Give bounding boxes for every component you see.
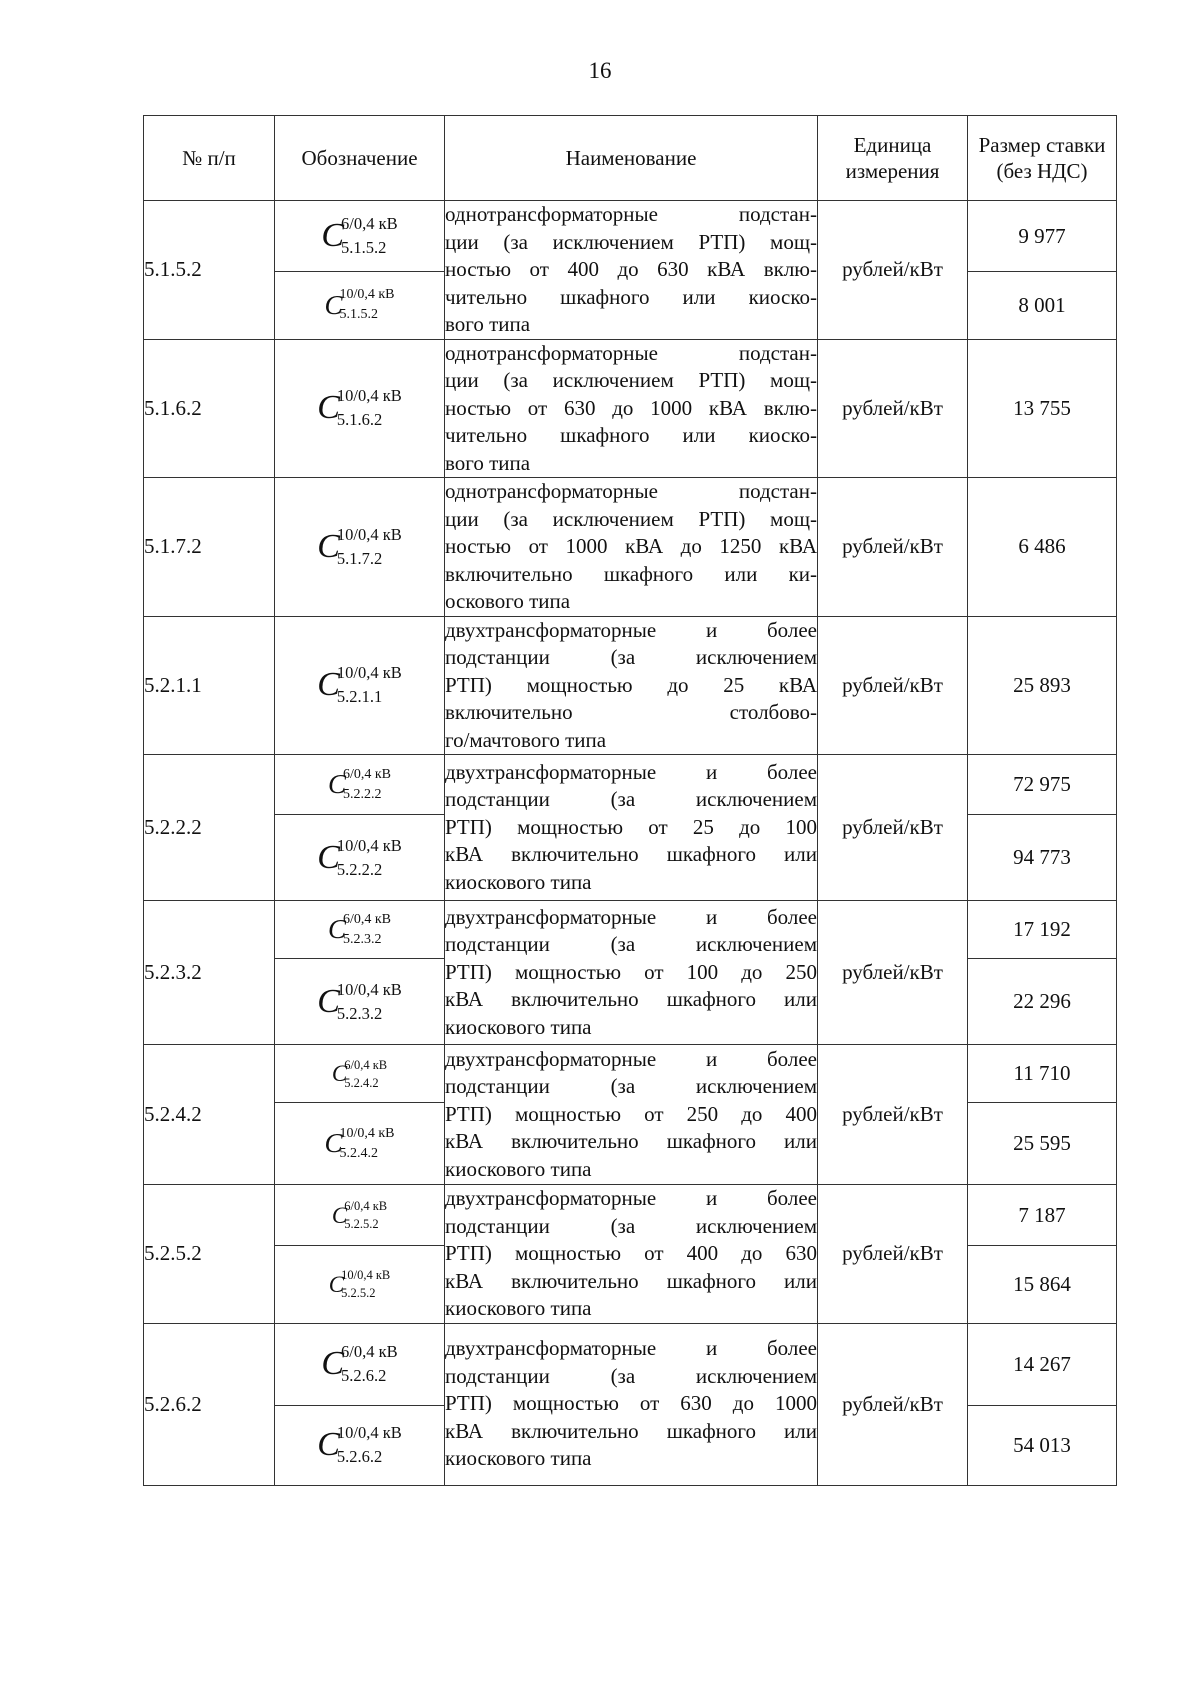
rate-symbol xyxy=(317,663,402,707)
symbol-cell xyxy=(275,1185,445,1246)
symbol-subscript: 5.1.5.2 xyxy=(339,307,378,323)
rate-value: 94 773 xyxy=(968,815,1117,901)
row-name xyxy=(445,478,818,617)
symbol-subscript: 5.2.2.2 xyxy=(336,859,383,879)
rate-symbol xyxy=(324,1126,394,1162)
row-unit: рублей/кВт xyxy=(818,616,968,755)
symbol-base: C xyxy=(324,289,343,320)
rate-value: 15 864 xyxy=(968,1246,1117,1323)
name-line: ции (за исключением РТП) мощ- xyxy=(445,506,817,531)
symbol-scripts xyxy=(341,214,398,258)
symbol-base: C xyxy=(317,982,340,1020)
name-line: подстанции (за исключением xyxy=(445,1363,817,1388)
rate-value: 13 755 xyxy=(968,339,1117,478)
symbol-scripts xyxy=(337,525,402,569)
name-line: РТП) мощностью до 25 кВА xyxy=(445,672,817,697)
symbol-base: C xyxy=(317,1426,340,1463)
name-line: двухтрансформаторные и более xyxy=(445,1186,817,1210)
rate-value: 9 977 xyxy=(968,201,1117,272)
symbol-superscript: 10/0,4 кВ xyxy=(336,663,402,683)
symbol-base: C xyxy=(321,1345,345,1382)
table-header-row xyxy=(144,116,1117,201)
row-name xyxy=(445,616,818,755)
symbol-subscript: 5.2.5.2 xyxy=(341,1286,376,1301)
row-name xyxy=(445,901,818,1045)
symbol-base: C xyxy=(328,1271,345,1297)
name-line: подстанции (за исключением xyxy=(445,645,817,669)
table-row xyxy=(144,339,1117,478)
symbol-superscript: 10/0,4 кВ xyxy=(336,979,402,999)
symbol-base: C xyxy=(317,666,340,704)
name-line: двухтрансформаторные и более xyxy=(445,617,817,642)
name-line: чительно шкафного или киоско- xyxy=(445,423,817,447)
symbol-base: C xyxy=(317,527,340,565)
symbol-subscript: 5.2.4.2 xyxy=(339,1145,378,1161)
symbol-superscript: 6/0,4 кВ xyxy=(342,766,392,782)
row-number: 5.2.1.1 xyxy=(144,616,275,755)
symbol-scripts xyxy=(343,767,391,803)
row-name xyxy=(445,1045,818,1185)
header-unit: Единица измерения xyxy=(818,116,968,201)
table-row xyxy=(144,201,1117,272)
name-line: киоскового типа xyxy=(445,869,592,894)
name-line: ностью от 400 до 630 кВА вклю- xyxy=(445,257,817,281)
row-unit: рублей/кВт xyxy=(818,339,968,478)
symbol-superscript: 10/0,4 кВ xyxy=(336,386,402,406)
row-number: 5.1.7.2 xyxy=(144,478,275,617)
name-line: киоскового типа xyxy=(445,1296,592,1320)
row-name xyxy=(445,339,818,478)
table-row xyxy=(144,901,1117,959)
name-line: однотрансформаторные подстан- xyxy=(445,202,817,226)
name-line: ции (за исключением РТП) мощ- xyxy=(445,368,817,392)
table-body xyxy=(144,201,1117,1486)
symbol-base: C xyxy=(317,389,340,427)
rate-value: 17 192 xyxy=(968,901,1117,959)
symbol-scripts xyxy=(341,1342,398,1386)
symbol-scripts xyxy=(341,1268,390,1300)
row-number: 5.1.6.2 xyxy=(144,339,275,478)
symbol-base: C xyxy=(331,1202,348,1228)
row-name xyxy=(445,1323,818,1485)
name-line: подстанции (за исключением xyxy=(445,932,817,957)
symbol-scripts xyxy=(339,1126,394,1162)
rate-value: 11 710 xyxy=(968,1045,1117,1103)
rate-symbol xyxy=(321,214,397,258)
rate-symbol xyxy=(317,980,402,1024)
symbol-subscript: 5.2.6.2 xyxy=(341,1366,387,1385)
symbol-scripts xyxy=(337,980,402,1024)
header-number: № п/п xyxy=(144,116,275,201)
header-name: Наименование xyxy=(445,116,818,201)
row-unit: рублей/кВт xyxy=(818,1045,968,1185)
name-line: двухтрансформаторные и более xyxy=(445,1336,817,1361)
symbol-base: C xyxy=(324,1128,343,1158)
symbol-cell xyxy=(275,815,445,901)
name-line: включительно столбово- xyxy=(445,700,817,724)
name-line: ностью от 630 до 1000 кВА вклю- xyxy=(445,395,817,420)
row-name xyxy=(445,1185,818,1324)
name-line: двухтрансформаторные и более xyxy=(445,1046,817,1071)
table-row xyxy=(144,755,1117,815)
row-name xyxy=(445,755,818,901)
symbol-superscript: 6/0,4 кВ xyxy=(342,911,392,927)
symbol-scripts xyxy=(343,912,391,948)
rates-table xyxy=(143,115,1117,1486)
symbol-cell xyxy=(275,1323,445,1405)
name-line: вого типа xyxy=(445,450,531,475)
symbol-base: C xyxy=(327,914,346,944)
symbol-scripts xyxy=(339,287,394,323)
rate-symbol xyxy=(324,287,394,323)
symbol-superscript: 10/0,4 кВ xyxy=(339,1125,395,1141)
table-row xyxy=(144,1185,1117,1246)
name-line: кВА включительно шкафного или xyxy=(445,1268,817,1293)
symbol-subscript: 5.2.6.2 xyxy=(336,1447,383,1466)
table-row xyxy=(144,1045,1117,1103)
symbol-superscript: 10/0,4 кВ xyxy=(336,524,402,544)
name-line: РТП) мощностью от 25 до 100 xyxy=(445,814,817,839)
symbol-scripts xyxy=(344,1199,387,1231)
name-line: кВА включительно шкафного или xyxy=(445,842,817,867)
symbol-subscript: 5.2.3.2 xyxy=(336,1003,383,1023)
row-number: 5.1.5.2 xyxy=(144,201,275,340)
symbol-superscript: 6/0,4 кВ xyxy=(344,1199,388,1214)
row-number: 5.2.4.2 xyxy=(144,1045,275,1185)
name-line: ции (за исключением РТП) мощ- xyxy=(445,229,817,254)
name-line: подстанции (за исключением xyxy=(445,1074,817,1099)
name-line: вого типа xyxy=(445,312,531,336)
symbol-cell xyxy=(275,1405,445,1485)
name-line: го/мачтового типа xyxy=(445,727,607,752)
name-line: оскового типа xyxy=(445,589,571,613)
symbol-cell xyxy=(275,755,445,815)
rate-value: 54 013 xyxy=(968,1405,1117,1485)
rate-symbol xyxy=(332,1199,387,1231)
page-number: 16 xyxy=(588,58,612,83)
symbol-subscript: 5.2.1.1 xyxy=(336,687,383,707)
symbol-subscript: 5.1.5.2 xyxy=(341,238,387,258)
row-number: 5.2.3.2 xyxy=(144,901,275,1045)
name-line: чительно шкафного или киоско- xyxy=(445,284,817,309)
rate-symbol xyxy=(317,525,402,569)
row-number: 5.2.6.2 xyxy=(144,1323,275,1485)
symbol-cell xyxy=(275,339,445,478)
rate-value: 6 486 xyxy=(968,478,1117,617)
row-name xyxy=(445,201,818,340)
header-rate: Размер ставки (без НДС) xyxy=(968,116,1117,201)
rate-symbol xyxy=(329,1268,390,1300)
name-line: ностью от 1000 кВА до 1250 кВА xyxy=(445,534,817,558)
symbol-scripts xyxy=(337,663,402,707)
symbol-superscript: 6/0,4 кВ xyxy=(344,1057,388,1072)
table-row xyxy=(144,478,1117,617)
symbol-superscript: 6/0,4 кВ xyxy=(341,214,398,234)
symbol-cell xyxy=(275,478,445,617)
row-unit: рублей/кВт xyxy=(818,901,968,1045)
name-line: подстанции (за исключением xyxy=(445,787,817,812)
rate-symbol xyxy=(317,836,402,880)
symbol-subscript: 5.2.2.2 xyxy=(342,786,382,802)
name-line: РТП) мощностью от 250 до 400 xyxy=(445,1101,817,1126)
rate-symbol xyxy=(321,1342,397,1386)
rate-value: 72 975 xyxy=(968,755,1117,815)
name-line: однотрансформаторные подстан- xyxy=(445,340,817,365)
name-line: киоскового типа xyxy=(445,1446,592,1471)
rate-symbol xyxy=(328,912,391,948)
symbol-scripts xyxy=(337,836,402,880)
symbol-cell xyxy=(275,201,445,272)
name-line: двухтрансформаторные и более xyxy=(445,759,817,784)
table-row xyxy=(144,616,1117,755)
symbol-base: C xyxy=(331,1061,348,1086)
name-line: двухтрансформаторные и более xyxy=(445,904,817,929)
rate-value: 14 267 xyxy=(968,1323,1117,1405)
rate-symbol xyxy=(317,386,402,430)
name-line: подстанции (за исключением xyxy=(445,1213,817,1238)
symbol-subscript: 5.1.6.2 xyxy=(336,410,383,430)
symbol-superscript: 10/0,4 кВ xyxy=(339,287,395,303)
name-line: кВА включительно шкафного или xyxy=(445,987,817,1012)
row-unit: рублей/кВт xyxy=(818,755,968,901)
name-line: однотрансформаторные подстан- xyxy=(445,479,817,503)
symbol-scripts xyxy=(344,1058,387,1090)
symbol-scripts xyxy=(337,386,402,430)
name-line: РТП) мощностью от 630 до 1000 xyxy=(445,1391,817,1416)
symbol-cell xyxy=(275,959,445,1045)
symbol-cell xyxy=(275,1246,445,1323)
symbol-superscript: 10/0,4 кВ xyxy=(341,1268,391,1283)
symbol-superscript: 6/0,4 кВ xyxy=(341,1342,398,1361)
symbol-cell xyxy=(275,272,445,339)
symbol-subscript: 5.2.3.2 xyxy=(342,931,382,947)
symbol-base: C xyxy=(327,769,346,799)
rate-value: 22 296 xyxy=(968,959,1117,1045)
header-symbol: Обозначение xyxy=(275,116,445,201)
table-row xyxy=(144,1323,1117,1405)
symbol-base: C xyxy=(317,838,340,876)
row-unit: рублей/кВт xyxy=(818,201,968,340)
symbol-cell xyxy=(275,901,445,959)
row-number: 5.2.2.2 xyxy=(144,755,275,901)
symbol-subscript: 5.2.4.2 xyxy=(344,1075,379,1090)
name-line: кВА включительно шкафного или xyxy=(445,1129,817,1154)
symbol-subscript: 5.2.5.2 xyxy=(344,1217,379,1232)
name-line: кВА включительно шкафного или xyxy=(445,1418,817,1443)
symbol-cell xyxy=(275,1103,445,1185)
name-line: киоскового типа xyxy=(445,1156,592,1181)
row-unit: рублей/кВт xyxy=(818,1185,968,1324)
rate-value: 25 893 xyxy=(968,616,1117,755)
name-line: включительно шкафного или ки- xyxy=(445,561,817,586)
rate-value: 7 187 xyxy=(968,1185,1117,1246)
rate-value: 8 001 xyxy=(968,272,1117,339)
name-line: РТП) мощностью от 400 до 630 xyxy=(445,1241,817,1265)
name-line: РТП) мощностью от 100 до 250 xyxy=(445,959,817,984)
symbol-cell xyxy=(275,616,445,755)
row-unit: рублей/кВт xyxy=(818,1323,968,1485)
row-unit: рублей/кВт xyxy=(818,478,968,617)
symbol-scripts xyxy=(337,1423,402,1467)
rate-value: 25 595 xyxy=(968,1103,1117,1185)
symbol-cell xyxy=(275,1045,445,1103)
rate-symbol xyxy=(332,1058,387,1090)
symbol-superscript: 10/0,4 кВ xyxy=(336,1423,402,1442)
name-line: киоскового типа xyxy=(445,1014,592,1039)
rate-symbol xyxy=(317,1423,402,1467)
symbol-superscript: 10/0,4 кВ xyxy=(336,835,402,855)
symbol-subscript: 5.1.7.2 xyxy=(336,548,383,568)
rate-symbol xyxy=(328,767,391,803)
row-number: 5.2.5.2 xyxy=(144,1185,275,1324)
symbol-base: C xyxy=(321,217,345,255)
